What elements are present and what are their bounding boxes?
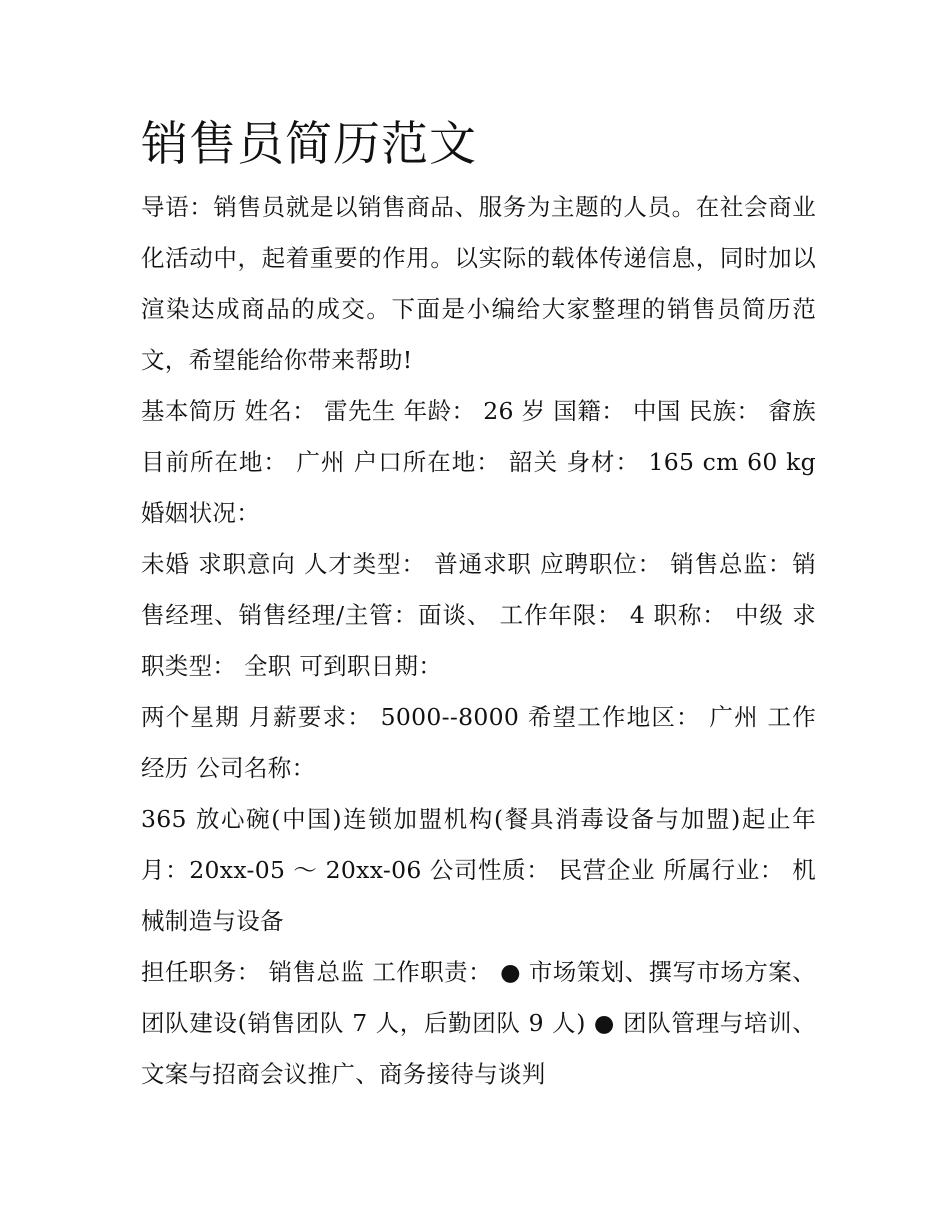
salary-paragraph: 两个星期 月薪要求： 5000--8000 希望工作地区： 广州 工作经历 公司名称： (141, 703, 816, 782)
document-page (141, 112, 816, 1100)
job-intention-paragraph: 未婚 求职意向 人才类型： 普通求职 应聘职位： 销售总监：销售经理、销售经理/主管：面谈、 工作年限： 4 职称： 中级 求职类型： 全职 可到职日期： (141, 550, 816, 680)
company-paragraph: 365 放心碗(中国)连锁加盟机构(餐具消毒设备与加盟)起止年月：20xx-05 ～ 20xx-06 公司性质： 民营企业 所属行业： 机械制造与设备 (141, 805, 816, 935)
document-title: 销售员简历范文 (141, 117, 477, 172)
intro-paragraph: 导语：销售员就是以销售商品、服务为主题的人员。在社会商业化活动中，起着重要的作用。以实际的载体传递信息，同时加以渲染达成商品的成交。下面是小编给大家整理的销售员简历范文，希望能给你带来帮助! (141, 193, 816, 374)
basic-info-paragraph: 基本简历 姓名： 雷先生 年龄： 26 岁 国籍： 中国 民族： 畲族 目前所在地： 广州 户口所在地： 韶关 身材： 165 cm 60 kg 婚姻状况： (141, 397, 816, 527)
duties-paragraph: 担任职务： 销售总监 工作职责： ● 市场策划、撰写市场方案、团队建设(销售团队 7 人，后勤团队 9 人) ● 团队管理与培训、文案与招商会议推广、商务接待与谈判 (141, 958, 816, 1088)
